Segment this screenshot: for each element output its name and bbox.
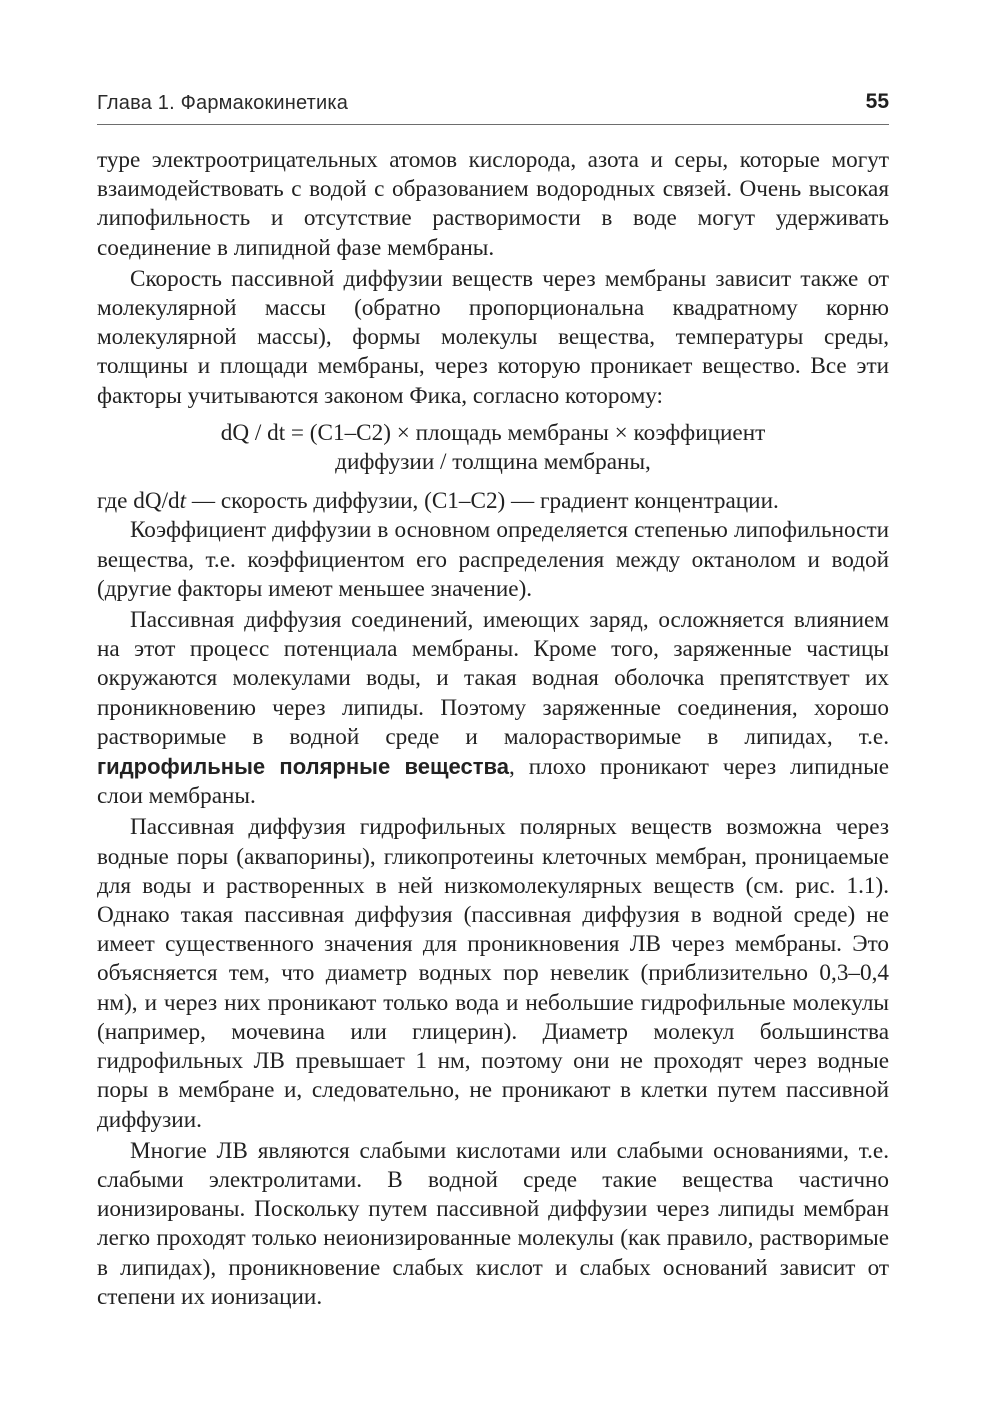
paragraph-4: Коэффициент диффузии в основном определяется степенью липофильности вещества, т.е. коэффициентом его распределения между октанолом и водой (другие факторы имеют меньшее значение). <box>97 517 889 602</box>
paragraph-7: Многие ЛВ являются слабыми кислотами или слабыми основаниями, т.е. слабыми электролитами. В водной среде такие вещества частично ионизированы. Поскольку путем пассивной диффузии через липиды мембран легко проходят только неионизированные молекулы (как правило, растворимые в липидах), проникновение слабых кислот и слабых оснований зависит от степени их ионизации. <box>97 1137 889 1310</box>
chapter-title: Глава 1. Фармакокинетика <box>97 92 349 114</box>
page-number: 55 <box>865 90 889 113</box>
paragraph-2: Скорость пассивной диффузии веществ через мембраны зависит также от молекулярной массы (обратно пропорциональна квадратному корню молекулярной массы), формы молекулы вещества, температуры среды, толщины и площади мембраны, через которую проникает вещество. Все эти факторы учитываются законом Фика, согласно которому: <box>97 265 889 409</box>
paragraph-1: туре электроотрицательных атомов кислорода, азота и серы, которые могут взаимодействовать с водой с образованием водородных связей. Очень высокая липофильность и отсутствие растворимости в воде могут удерживать соединение в липидной фазе мембраны. <box>97 147 889 261</box>
paragraph-6: Пассивная диффузия гидрофильных полярных веществ возможна через водные поры (аквапорины), гликопротеины клеточных мембран, проницаемые для воды и растворенных в ней низкомолекулярных веществ (см. рис. 1.1). Однако такая пассивная диффузия (пассивная диффузия в водной среде) не имеет существенного значения для проникновения ЛВ через мембраны. Это объясняется тем, что диаметр водных пор невелик (приблизительно 0,3–0,4 нм), и через них проникают только вода и небольшие гидрофильные молекулы (например, мочевина или глицерин). Диаметр молекул большинства гидрофильных ЛВ превышает 1 нм, поэтому они не проходят через водные поры в мембране и, следовательно, не проникают в клетки путем пассивной диффузии. <box>97 814 889 1133</box>
formula-line-2: диффузии / толщина мембраны, <box>335 449 651 476</box>
header-divider <box>97 124 889 125</box>
paragraph-3 <box>97 487 889 516</box>
paragraph-5-start: Пассивная диффузия соединений, имеющих заряд, осложняется влиянием на этот процесс потенциала мембраны. Кроме того, заряженные частицы окружаются молекулами воды, и такая водная оболочка препятствует их проникновению через липиды. Поэтому заряженные соединения, хорошо растворимые в водной среде и малорастворимые в липидах, т.е. <box>97 607 889 750</box>
running-header <box>97 88 889 124</box>
paragraph-3-end: — скорость диффузии, (C1–C2) — градиент концентрации. <box>186 488 779 515</box>
paragraph-5 <box>97 606 889 811</box>
paragraph-5-end: , плохо проникают через липидные слои мембраны. <box>97 754 889 810</box>
fick-formula <box>97 419 889 477</box>
main-text <box>97 146 889 1312</box>
paragraph-5-bold-term: гидрофильные полярные вещества <box>97 754 509 780</box>
formula-line-1: dQ / dt = (C1–C2) × площадь мембраны × коэффициент <box>220 419 766 446</box>
paragraph-3-italic-t: t <box>179 488 187 515</box>
paragraph-3-start: где dQ/d <box>97 488 180 515</box>
